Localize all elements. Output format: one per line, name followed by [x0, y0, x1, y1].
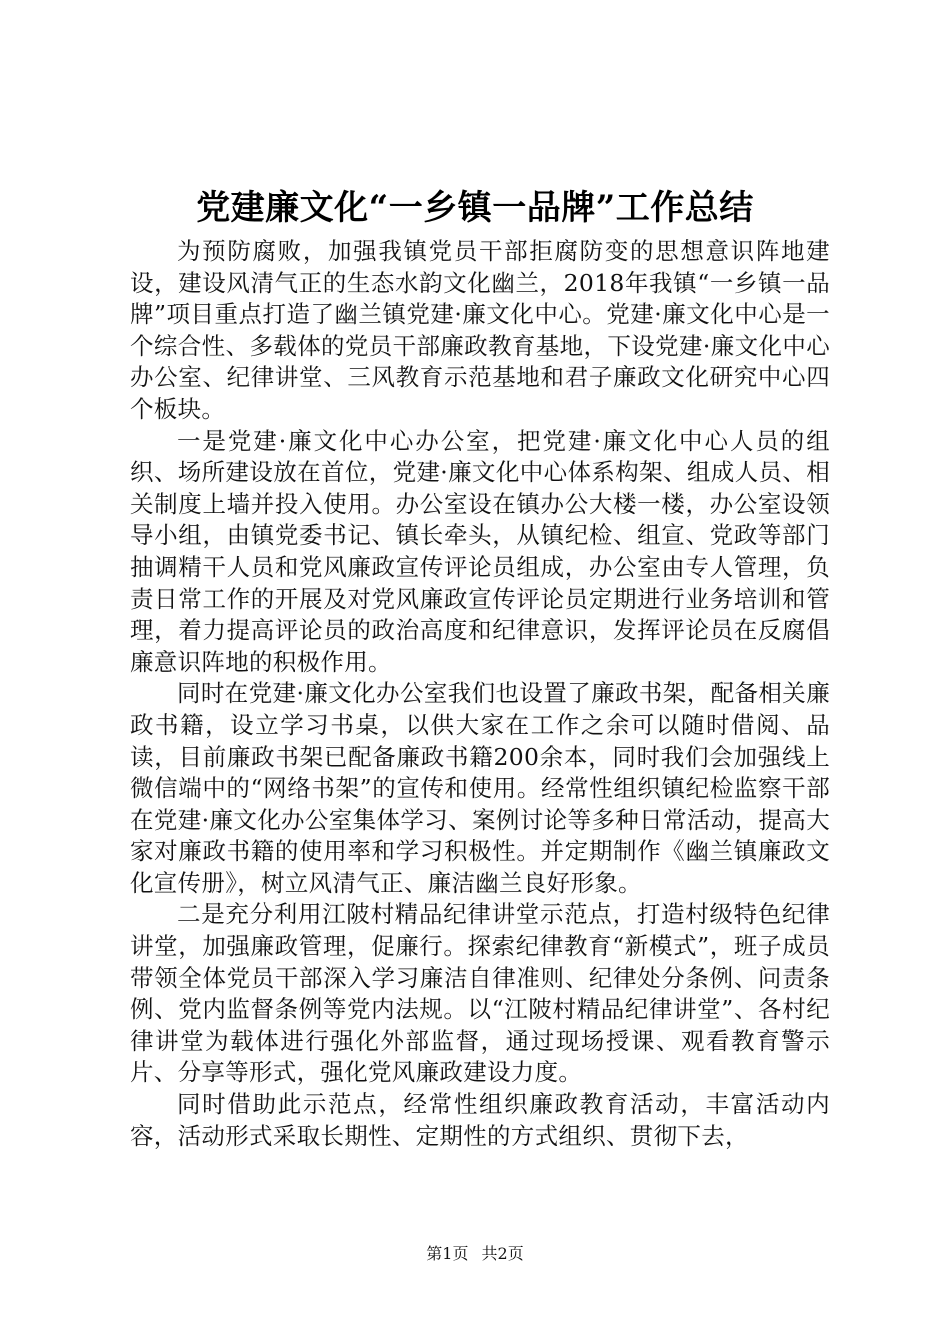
document-body — [130, 236, 830, 1152]
paragraph-intro: 为预防腐败，加强我镇党员干部拒腐防变的思想意识阵地建设，建设风清气正的生态水韵文化幽兰，2018年我镇“一乡镇一品牌”项目重点打造了幽兰镇党建·廉文化中心。党建·廉文化中心是一个综合性、多载体的党员干部廉政教育基地，下设党建·廉文化中心办公室、纪律讲堂、三风教育示范基地和君子廉政文化研究中心四个板块。 — [130, 237, 830, 423]
paragraph-office: 一是党建·廉文化中心办公室，把党建·廉文化中心人员的组织、场所建设放在首位，党建·廉文化中心体系构架、组成人员、相关制度上墙并投入使用。办公室设在镇办公大楼一楼，办公室设领导小组，由镇党委书记、镇长牵头，从镇纪检、组宣、党政等部门抽调精干人员和党风廉政宣传评论员组成，办公室由专人管理，负责日常工作的开展及对党风廉政宣传评论员定期进行业务培训和管理，着力提高评论员的政治高度和纪律意识，发挥评论员在反腐倡廉意识阵地的积极作用。 — [130, 426, 830, 676]
paragraph-discipline-hall: 二是充分利用江陂村精品纪律讲堂示范点，打造村级特色纪律讲堂，加强廉政管理，促廉行。探索纪律教育“新模式”，班子成员带领全体党员干部深入学习廉洁自律准则、纪律处分条例、问责条例、党内监督条例等党内法规。以“江陂村精品纪律讲堂”、各村纪律讲堂为载体进行强化外部监督，通过现场授课、观看教育警示片、分享等形式，强化党风廉政建设力度。 — [130, 900, 830, 1087]
page-number-total: 共2页 — [481, 1244, 524, 1263]
paragraph-bookshelf: 同时在党建·廉文化办公室我们也设置了廉政书架，配备相关廉政书籍，设立学习书桌，以供大家在工作之余可以随时借阅、品读，目前廉政书架已配备廉政书籍200余本，同时我们会加强线上微信端中的“网络书架”的宣传和使用。经常性组织镇纪检监察干部在党建·廉文化办公室集体学习、案例讨论等多种日常活动，提高大家对廉政书籍的使用率和学习积极性。并定期制作《幽兰镇廉政文化宣传册》，树立风清气正、廉洁幽兰良好形象。 — [130, 679, 830, 897]
paragraph-activities: 同时借助此示范点，经常性组织廉政教育活动，丰富活动内容，活动形式采取长期性、定期性的方式组织、贯彻下去， — [130, 1090, 830, 1150]
page-footer — [0, 1243, 950, 1265]
document-title: 党建廉文化“一乡镇一品牌”工作总结 — [196, 188, 754, 228]
page-number-current: 第1页 — [426, 1244, 469, 1263]
